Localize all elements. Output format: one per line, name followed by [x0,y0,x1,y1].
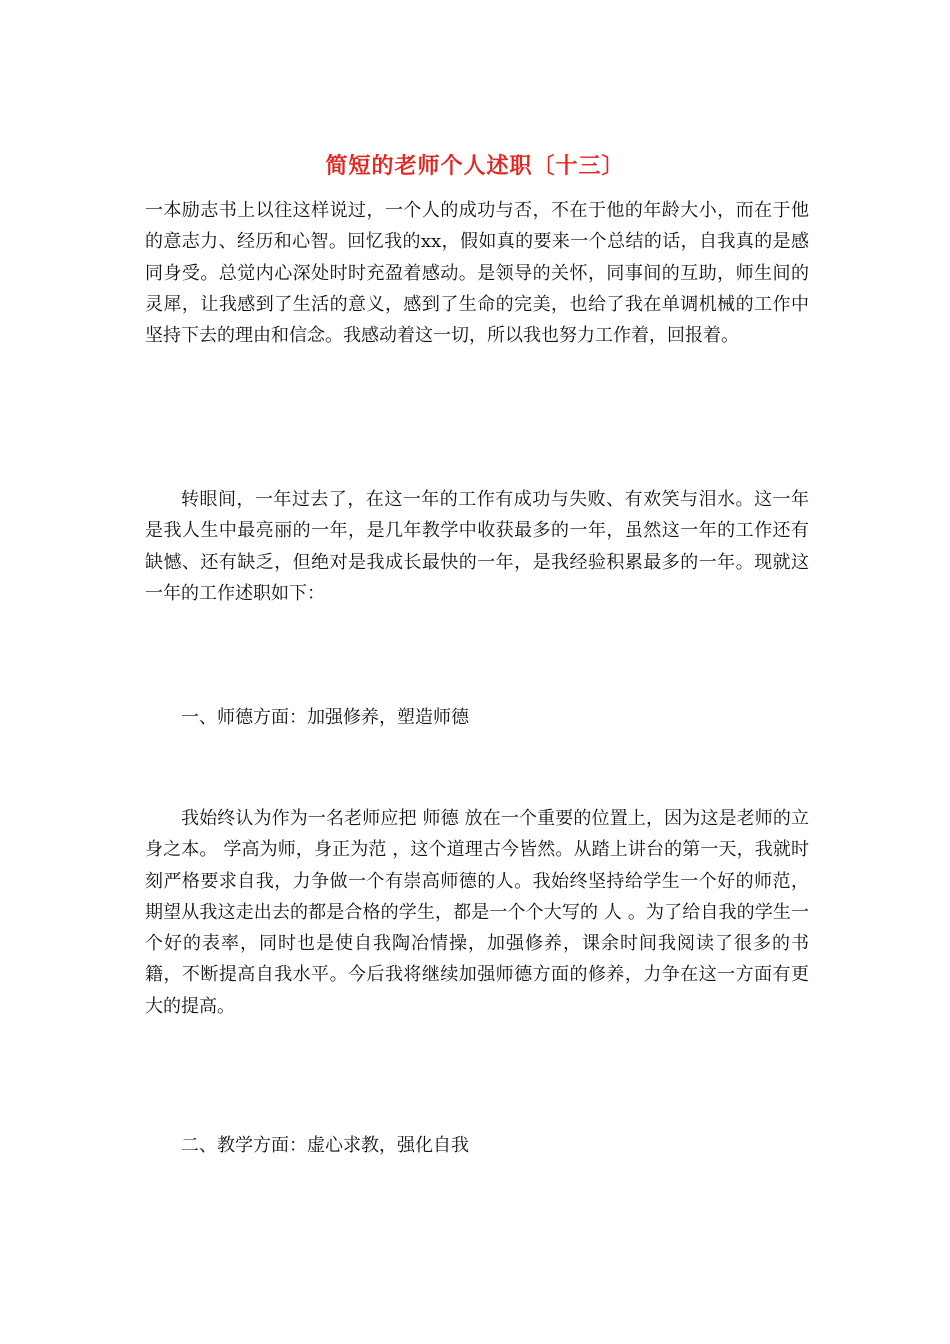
paragraph-intro: 一本励志书上以往这样说过，一个人的成功与否，不在于他的年龄大小，而在于他的意志力、经历和心智。回忆我的xx，假如真的要来一个总结的话，自我真的是感同身受。总觉内心深处时时充盈着感动。是领导的关怀，同事间的互助，师生间的灵犀，让我感到了生活的意义，感到了生命的完美，也给了我在单调机械的工作中坚持下去的理由和信念。我感动着这一切，所以我也努力工作着，回报着。 [145,200,809,347]
section-heading-ethics: 一、师德方面：加强修养，塑造师德 [181,707,469,728]
document-title: 简短的老师个人述职〔十三〕 [325,153,625,179]
section-heading-teaching: 二、教学方面：虚心求教，强化自我 [181,1135,469,1156]
paragraph-summary: 转眼间，一年过去了，在这一年的工作有成功与失败、有欢笑与泪水。这一年是我人生中最亮丽的一年，是几年教学中收获最多的一年，虽然这一年的工作还有缺憾、还有缺乏，但绝对是我成长最快的一年，是我经验积累最多的一年。现就这一年的工作述职如下： [145,489,809,604]
paragraph-ethics: 我始终认为作为一名老师应把 师德 放在一个重要的位置上，因为这是老师的立身之本。 学高为师，身正为范 ，这个道理古今皆然。从踏上讲台的第一天，我就时刻严格要求自我，力争做一个有崇高师德的人。我始终坚持给学生一个好的师范，期望从我这走出去的都是合格的学生，都是一个个大写的 人 。为了给自我的学生一个好的表率，同时也是使自我陶冶情操，加强修养，课余时间我阅读了很多的书籍，不断提高自我水平。今后我将继续加强师德方面的修养，力争在这一方面有更大的提高。 [145,808,809,1017]
